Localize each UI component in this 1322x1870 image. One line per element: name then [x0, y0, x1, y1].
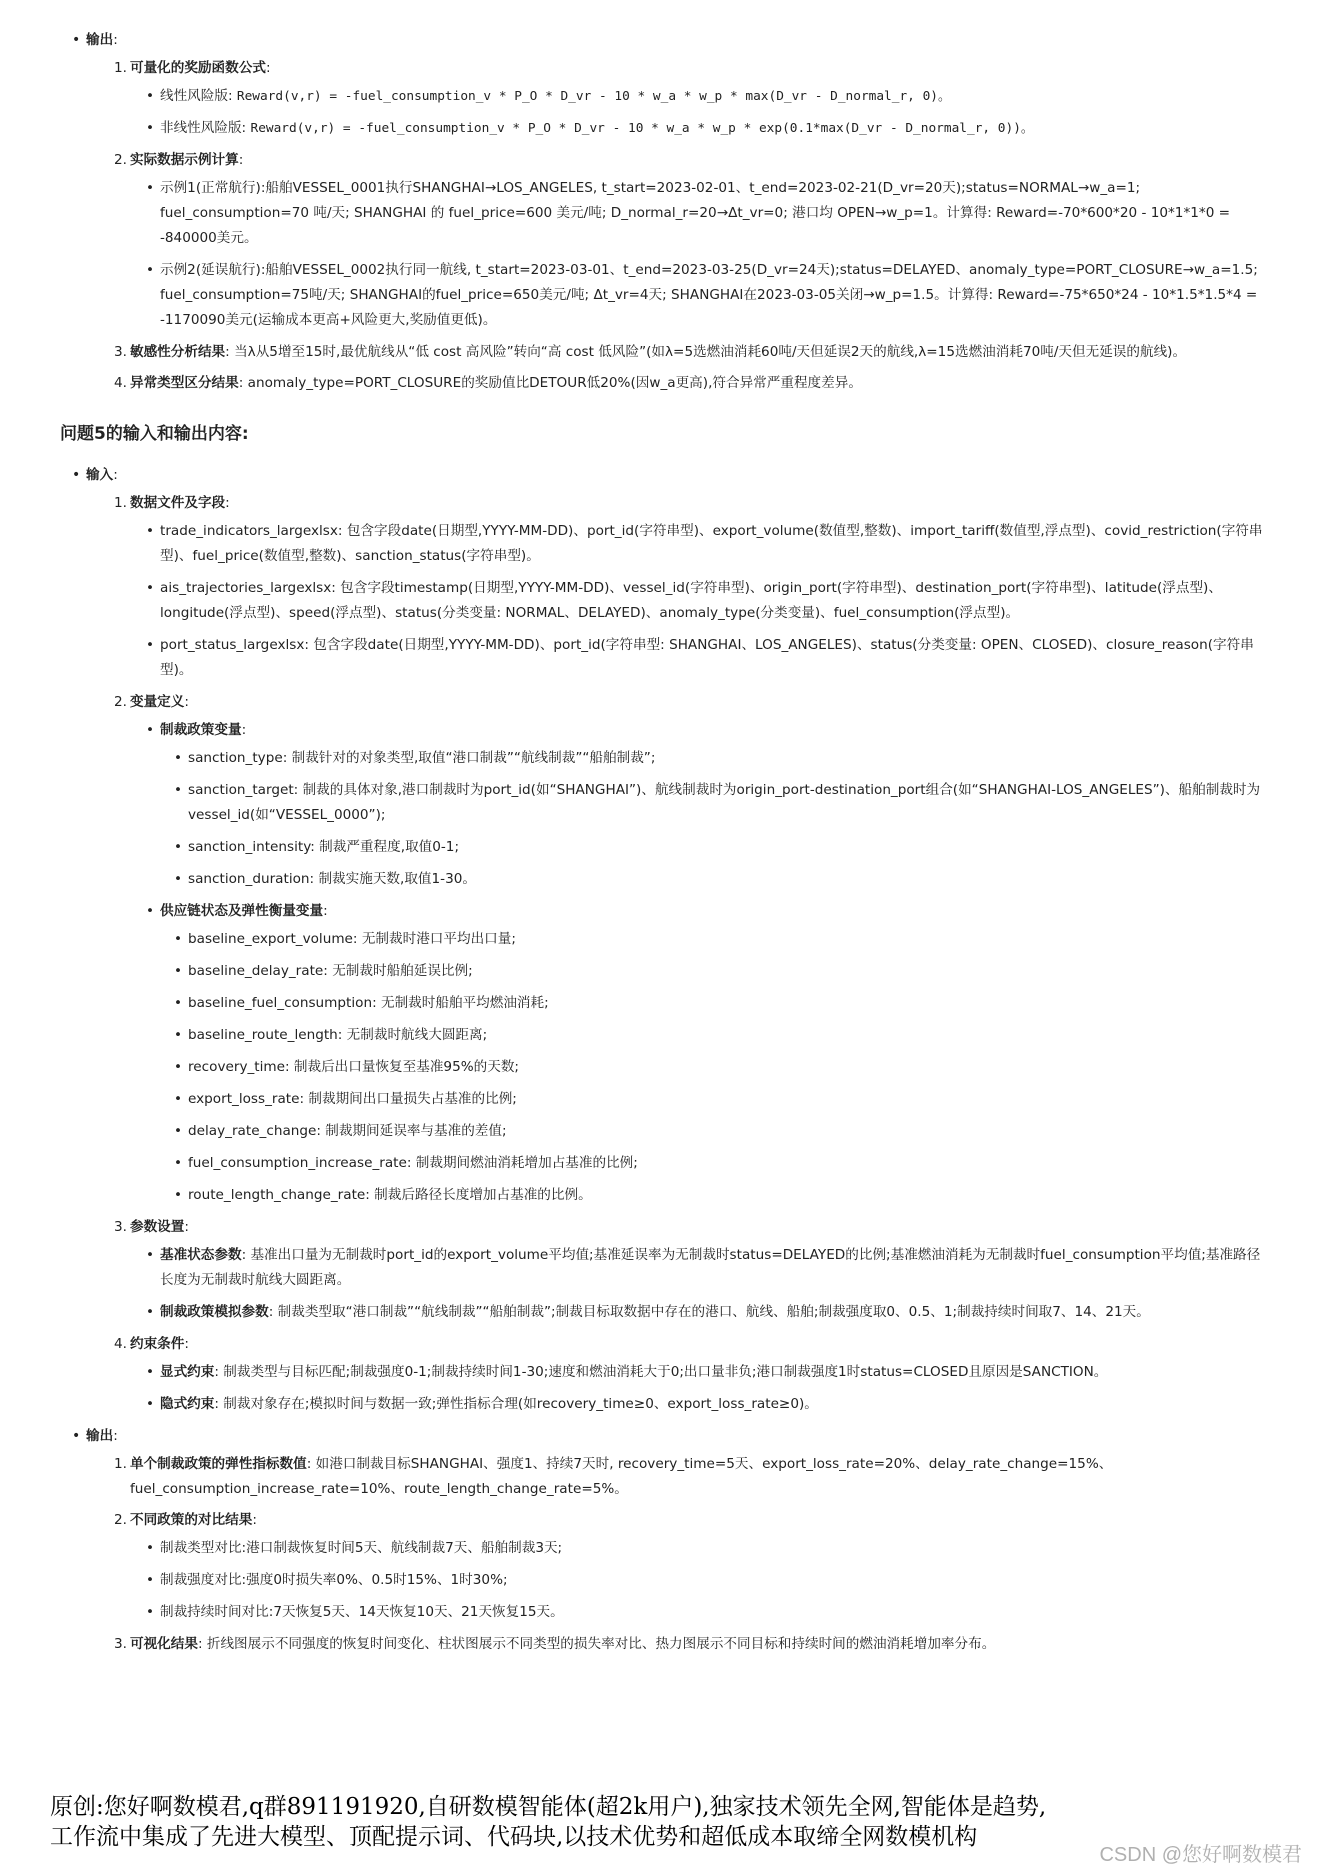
output-bullet-2: • 输出: 1. 单个制裁政策的弹性指标数值: 如港口制裁目标SHANGHAI、强度1、持续7天时, recovery_time=5天、export_loss_rate=20%、delay_rate_change=15%、fuel_consumption_increase_rate=10%、route_length_change_rate=5%。 2. 不同政策的对比结果: • 制裁类型对比:港口制裁恢复时间5天、航线制裁7天、船舶制裁3天; • 制裁强度对比:强度0时损失率0%、0.5时15%、1时30%; • 制裁持续时间对比:7天恢复5天、14天恢复10天、21天恢复15天。 3. 可视化结果: 折线图展示不同强度的恢复时间变化、柱状图展示不同类型的损失率对比、热力图展示不同目标和持续时间的燃油消耗增加率分布。	[58, 1424, 1268, 1657]
var-item: • sanction_type: 制裁针对的对象类型,取值“港口制裁”“航线制裁”“船舶制裁”;	[172, 746, 1268, 771]
item-data-files: 1. 数据文件及字段: • trade_indicators_largexlsx: 包含字段date(日期型,YYYY-MM-DD)、port_id(字符串型)、export_volume(数值型,整数)、import_tariff(数值型,浮点型)、covid_restriction(字符串型)、fuel_price(数值型,整数)、sanction_status(字符串型)。 • ais_trajectories_largexlsx: 包含字段timestamp(日期型,YYYY-MM-DD)、vessel_id(字符串型)、origin_port(字符串型)、destination_port(字符串型)、latitude(浮点型)、longitude(浮点型)、speed(浮点型)、status(分类变量: NORMAL、DELAYED)、anomaly_type(分类变量)、fuel_consumption(浮点型)。 • port_status_largexlsx: 包含字段date(日期型,YYYY-MM-DD)、port_id(字符串型: SHANGHAI、LOS_ANGELES)、status(分类变量: OPEN、CLOSED)、closure_reason(字符串型)。	[114, 491, 1268, 683]
group-sanction-vars: • 制裁政策变量: • sanction_type: 制裁针对的对象类型,取值“港口制裁”“航线制裁”“船舶制裁”; • sanction_target: 制裁的具体对象,港口制裁时为port_id(如“SHANGHAI”)、航线制裁时为origin_port-destination_port组合(如“SHANGHAI-LOS_ANGELES”)、船舶制裁时为vessel_id(如“VESSEL_0000”); • sanction_intensity: 制裁严重程度,取值0-1; • sanction_duration: 制裁实施天数,取值1-30。	[144, 718, 1268, 892]
formula-nonlinear: • 非线性风险版: Reward(v,r) = -fuel_consumption_v * P_O * D_vr - 10 * w_a * w_p * exp(0.1*max(D_vr - D_normal_r, 0))。	[144, 116, 1268, 141]
item-params: 3. 参数设置: • 基准状态参数: 基准出口量为无制裁时port_id的export_volume平均值;基准延误率为无制裁时status=DELAYED的比例;基准燃油消耗为无制裁时fuel_consumption平均值;基准路径长度为无制裁时航线大圆距离。 • 制裁政策模拟参数: 制裁类型取“港口制裁”“航线制裁”“船舶制裁”;制裁目标取数据中存在的港口、航线、船舶;制裁强度取0、0.5、1;制裁持续时间取7、14、21天。	[114, 1215, 1268, 1325]
example-2: • 示例2(延误航行):船舶VESSEL_0002执行同一航线, t_start=2023-03-01、t_end=2023-03-25(D_vr=24天);status=DELAYED、anomaly_type=PORT_CLOSURE→w_a=1.5; fuel_consumption=75吨/天; SHANGHAI的fuel_price=650美元/吨; Δt_vr=4天; SHANGHAI在2023-03-05关闭→w_p=1.5。计算得: Reward=-75*650*24 - 10*1.5*1.5*4 = -1170090美元(运输成本更高+风险更大,奖励值更低)。	[144, 258, 1268, 333]
var-item: • recovery_time: 制裁后出口量恢复至基准95%的天数;	[172, 1055, 1268, 1080]
file-trade: • trade_indicators_largexlsx: 包含字段date(日期型,YYYY-MM-DD)、port_id(字符串型)、export_volume(数值型,整数)、import_tariff(数值型,浮点型)、covid_restriction(字符串型)、fuel_price(数值型,整数)、sanction_status(字符串型)。	[144, 519, 1268, 569]
file-ais: • ais_trajectories_largexlsx: 包含字段timestamp(日期型,YYYY-MM-DD)、vessel_id(字符串型)、origin_port(字符串型)、destination_port(字符串型)、latitude(浮点型)、longitude(浮点型)、speed(浮点型)、status(分类变量: NORMAL、DELAYED)、anomaly_type(分类变量)、fuel_consumption(浮点型)。	[144, 576, 1268, 626]
compare-item: • 制裁持续时间对比:7天恢复5天、14天恢复10天、21天恢复15天。	[144, 1600, 1268, 1625]
output-label: 输出	[86, 32, 114, 48]
param-baseline: • 基准状态参数: 基准出口量为无制裁时port_id的export_volume平均值;基准延误率为无制裁时status=DELAYED的比例;基准燃油消耗为无制裁时fuel_consumption平均值;基准路径长度为无制裁时航线大圆距离。	[144, 1243, 1268, 1293]
input-label: 输入	[86, 467, 114, 483]
input-bullet: • 输入: 1. 数据文件及字段: • trade_indicators_largexlsx: 包含字段date(日期型,YYYY-MM-DD)、port_id(字符串型)、export_volume(数值型,整数)、import_tariff(数值型,浮点型)、covid_restriction(字符串型)、fuel_price(数值型,整数)、sanction_status(字符串型)。 • ais_trajectories_largexlsx: 包含字段timestamp(日期型,YYYY-MM-DD)、vessel_id(字符串型)、origin_port(字符串型)、destination_port(字符串型)、latitude(浮点型)、longitude(浮点型)、speed(浮点型)、status(分类变量: NORMAL、DELAYED)、anomaly_type(分类变量)、fuel_consumption(浮点型)。 • port_status_largexlsx: 包含字段date(日期型,YYYY-MM-DD)、port_id(字符串型: SHANGHAI、LOS_ANGELES)、status(分类变量: OPEN、CLOSED)、closure_reason(字符串型)。 2. 变量定义: • 制裁政策变量: • sanction_type: 制裁针对的对象类型,取值“港口制裁”“航线制裁”“船舶制裁”; • sanction_target: 制裁的具体对象,港口制裁时为port_id(如“SHANGHAI”)、航线制裁时为origin_port-destination_port组合(如“SHANGHAI-LOS_ANGELES”)、船舶制裁时为vessel_id(如“VESSEL_0000”); • sanction_intensity: 制裁严重程度,取值0-1; • sanction_duration: 制裁实施天数,取值1-30。 • 供应链状态及弹性衡量变量: • baseline_export_volume: 无制裁时港口平均出口量; • baseline_delay_rate: 无制裁时船舶延误比例; • baseline_fuel_consumption: 无制裁时船舶平均燃油消耗; • baseline_route_length: 无制裁时航线大圆距离; • recovery_time: 制裁后出口量恢复至基准95%的天数; • export_loss_rate: 制裁期间出口量损失占基准的比例; • delay_rate_change: 制裁期间延误率与基准的差值; • fuel_consumption_increase_rate: 制裁期间燃油消耗增加占基准的比例; • route_length_change_rate: 制裁后路径长度增加占基准的比例。 3. 参数设置: • 基准状态参数: 基准出口量为无制裁时port_id的export_volume平均值;基准延误率为无制裁时status=DELAYED的比例;基准燃油消耗为无制裁时fuel_consumption平均值;基准路径长度为无制裁时航线大圆距离。 • 制裁政策模拟参数: 制裁类型取“港口制裁”“航线制裁”“船舶制裁”;制裁目标取数据中存在的港口、航线、船舶;制裁强度取0、0.5、1;制裁持续时间取7、14、21天。 4. 约束条件: • 显式约束: 制裁类型与目标匹配;制裁强度0-1;制裁持续时间1-30;速度和燃油消耗大于0;出口量非负;港口制裁强度1时status=CLOSED且原因是SANCTION。 • 隐式约束: 制裁对象存在;模拟时间与数据一致;弹性指标合理(如recovery_time≥0、export_loss_rate≥0)。	[58, 463, 1268, 1417]
input-section	[58, 463, 1268, 1657]
csdn-watermark: CSDN @您好啊数模君	[1099, 1844, 1302, 1866]
item-sensitivity: 3. 敏感性分析结果: 当λ从5增至15时,最优航线从“低 cost 高风险”转向“高 cost 低风险”(如λ=5选燃油消耗60吨/天但延误2天的航线,λ=15选燃油消耗70吨/天但无延误的航线)。	[114, 344, 1187, 360]
var-item: • delay_rate_change: 制裁期间延误率与基准的差值;	[172, 1119, 1268, 1144]
output-label-2: 输出	[86, 1428, 114, 1444]
section-heading: 问题5的输入和输出内容:	[60, 424, 249, 444]
var-item: • sanction_target: 制裁的具体对象,港口制裁时为port_id(如“SHANGHAI”)、航线制裁时为origin_port-destination_port组合(如“SHANGHAI-LOS_ANGELES”)、船舶制裁时为vessel_id(如“VESSEL_0000”);	[172, 778, 1268, 828]
file-port-status: • port_status_largexlsx: 包含字段date(日期型,YYYY-MM-DD)、port_id(字符串型: SHANGHAI、LOS_ANGELES)、status(分类变量: OPEN、CLOSED)、closure_reason(字符串型)。	[144, 633, 1268, 683]
formula-linear: • 线性风险版: Reward(v,r) = -fuel_consumption_v * P_O * D_vr - 10 * w_a * w_p * max(D_vr - D_normal_r, 0)。	[144, 84, 1268, 109]
var-item: • sanction_intensity: 制裁严重程度,取值0-1;	[172, 835, 1268, 860]
item-constraints: 4. 约束条件: • 显式约束: 制裁类型与目标匹配;制裁强度0-1;制裁持续时间1-30;速度和燃油消耗大于0;出口量非负;港口制裁强度1时status=CLOSED且原因是SANCTION。 • 隐式约束: 制裁对象存在;模拟时间与数据一致;弹性指标合理(如recovery_time≥0、export_loss_rate≥0)。	[114, 1332, 1268, 1417]
var-item: • export_loss_rate: 制裁期间出口量损失占基准的比例;	[172, 1087, 1268, 1112]
var-item: • route_length_change_rate: 制裁后路径长度增加占基准的比例。	[172, 1183, 1268, 1208]
item-var-def: 2. 变量定义: • 制裁政策变量: • sanction_type: 制裁针对的对象类型,取值“港口制裁”“航线制裁”“船舶制裁”; • sanction_target: 制裁的具体对象,港口制裁时为port_id(如“SHANGHAI”)、航线制裁时为origin_port-destination_port组合(如“SHANGHAI-LOS_ANGELES”)、船舶制裁时为vessel_id(如“VESSEL_0000”); • sanction_intensity: 制裁严重程度,取值0-1; • sanction_duration: 制裁实施天数,取值1-30。 • 供应链状态及弹性衡量变量: • baseline_export_volume: 无制裁时港口平均出口量; • baseline_delay_rate: 无制裁时船舶延误比例; • baseline_fuel_consumption: 无制裁时船舶平均燃油消耗; • baseline_route_length: 无制裁时航线大圆距离; • recovery_time: 制裁后出口量恢复至基准95%的天数; • export_loss_rate: 制裁期间出口量损失占基准的比例; • delay_rate_change: 制裁期间延误率与基准的差值; • fuel_consumption_increase_rate: 制裁期间燃油消耗增加占基准的比例; • route_length_change_rate: 制裁后路径长度增加占基准的比例。	[114, 690, 1268, 1208]
var-item: • baseline_delay_rate: 无制裁时船舶延误比例;	[172, 959, 1268, 984]
constraint-explicit: • 显式约束: 制裁类型与目标匹配;制裁强度0-1;制裁持续时间1-30;速度和燃油消耗大于0;出口量非负;港口制裁强度1时status=CLOSED且原因是SANCTION。	[144, 1360, 1268, 1385]
footer-line-2: 工作流中集成了先进大模型、顶配提示词、代码块,以技术优势和超低成本取缔全网数模机构	[50, 1824, 978, 1850]
footer-line-1: 原创:您好啊数模君,q群891191920,自研数模智能体(超2k用户),独家技术领先全网,智能体是趋势,	[50, 1794, 1047, 1820]
item-visualization: 3. 可视化结果: 折线图展示不同强度的恢复时间变化、柱状图展示不同类型的损失率对比、热力图展示不同目标和持续时间的燃油消耗增加率分布。	[114, 1636, 996, 1652]
document-content	[58, 28, 1268, 1663]
compare-item: • 制裁强度对比:强度0时损失率0%、0.5时15%、1时30%;	[144, 1568, 1268, 1593]
constraint-implicit: • 隐式约束: 制裁对象存在;模拟时间与数据一致;弹性指标合理(如recovery_time≥0、export_loss_rate≥0)。	[144, 1392, 1268, 1417]
var-item: • baseline_route_length: 无制裁时航线大圆距离;	[172, 1023, 1268, 1048]
output-section-1	[58, 28, 1268, 396]
group-resilience-vars: • 供应链状态及弹性衡量变量: • baseline_export_volume: 无制裁时港口平均出口量; • baseline_delay_rate: 无制裁时船舶延误比例; • baseline_fuel_consumption: 无制裁时船舶平均燃油消耗; • baseline_route_length: 无制裁时航线大圆距离; • recovery_time: 制裁后出口量恢复至基准95%的天数; • export_loss_rate: 制裁期间出口量损失占基准的比例; • delay_rate_change: 制裁期间延误率与基准的差值; • fuel_consumption_increase_rate: 制裁期间燃油消耗增加占基准的比例; • route_length_change_rate: 制裁后路径长度增加占基准的比例。	[144, 899, 1268, 1208]
var-item: • sanction_duration: 制裁实施天数,取值1-30。	[172, 867, 1268, 892]
example-1: • 示例1(正常航行):船舶VESSEL_0001执行SHANGHAI→LOS_ANGELES, t_start=2023-02-01、t_end=2023-02-21(D_vr=20天);status=NORMAL→w_a=1; fuel_consumption=70 吨/天; SHANGHAI 的 fuel_price=600 美元/吨; D_normal_r=20→Δt_vr=0; 港口均 OPEN→w_p=1。计算得: Reward=-70*600*20 - 10*1*1*0 = -840000美元。	[144, 176, 1268, 251]
item-policy-compare: 2. 不同政策的对比结果: • 制裁类型对比:港口制裁恢复时间5天、航线制裁7天、船舶制裁3天; • 制裁强度对比:强度0时损失率0%、0.5时15%、1时30%; • 制裁持续时间对比:7天恢复5天、14天恢复10天、21天恢复15天。	[114, 1508, 1268, 1625]
item-anomaly: 4. 异常类型区分结果: anomaly_type=PORT_CLOSURE的奖励值比DETOUR低20%(因w_a更高),符合异常严重程度差异。	[114, 375, 862, 391]
compare-item: • 制裁类型对比:港口制裁恢复时间5天、航线制裁7天、船舶制裁3天;	[144, 1536, 1268, 1561]
item-example-calc: 2. 实际数据示例计算: • 示例1(正常航行):船舶VESSEL_0001执行SHANGHAI→LOS_ANGELES, t_start=2023-02-01、t_end=2023-02-21(D_vr=20天);status=NORMAL→w_a=1; fuel_consumption=70 吨/天; SHANGHAI 的 fuel_price=600 美元/吨; D_normal_r=20→Δt_vr=0; 港口均 OPEN→w_p=1。计算得: Reward=-70*600*20 - 10*1*1*0 = -840000美元。 • 示例2(延误航行):船舶VESSEL_0002执行同一航线, t_start=2023-03-01、t_end=2023-03-25(D_vr=24天);status=DELAYED、anomaly_type=PORT_CLOSURE→w_a=1.5; fuel_consumption=75吨/天; SHANGHAI的fuel_price=650美元/吨; Δt_vr=4天; SHANGHAI在2023-03-05关闭→w_p=1.5。计算得: Reward=-75*650*24 - 10*1.5*1.5*4 = -1170090美元(运输成本更高+风险更大,奖励值更低)。	[114, 148, 1268, 333]
var-item: • baseline_fuel_consumption: 无制裁时船舶平均燃油消耗;	[172, 991, 1268, 1016]
var-item: • baseline_export_volume: 无制裁时港口平均出口量;	[172, 927, 1268, 952]
output-bullet: • 输出: 1. 可量化的奖励函数公式: • 线性风险版: Reward(v,r) = -fuel_consumption_v * P_O * D_vr - 10 * w_a * w_p * max(D_vr - D_normal_r, 0)。 • 非线性风险版: Reward(v,r) = -fuel_consumption_v * P_O * D_vr - 10 * w_a * w_p * exp(0.1*max(D_vr - D_normal_r, 0))。 2. 实际数据示例计算: • 示例1(正常航行):船舶VESSEL_0001执行SHANGHAI→LOS_ANGELES, t_start=2023-02-01、t_end=2023-02-21(D_vr=20天);status=NORMAL→w_a=1; fuel_consumption=70 吨/天; SHANGHAI 的 fuel_price=600 美元/吨; D_normal_r=20→Δt_vr=0; 港口均 OPEN→w_p=1。计算得: Reward=-70*600*20 - 10*1*1*0 = -840000美元。 • 示例2(延误航行):船舶VESSEL_0002执行同一航线, t_start=2023-03-01、t_end=2023-03-25(D_vr=24天);status=DELAYED、anomaly_type=PORT_CLOSURE→w_a=1.5; fuel_consumption=75吨/天; SHANGHAI的fuel_price=650美元/吨; Δt_vr=4天; SHANGHAI在2023-03-05关闭→w_p=1.5。计算得: Reward=-75*650*24 - 10*1.5*1.5*4 = -1170090美元(运输成本更高+风险更大,奖励值更低)。 3. 敏感性分析结果: 当λ从5增至15时,最优航线从“低 cost 高风险”转向“高 cost 低风险”(如λ=5选燃油消耗60吨/天但延误2天的航线,λ=15选燃油消耗70吨/天但无延误的航线)。 4. 异常类型区分结果: anomaly_type=PORT_CLOSURE的奖励值比DETOUR低20%(因w_a更高),符合异常严重程度差异。	[58, 28, 1268, 396]
param-sim: • 制裁政策模拟参数: 制裁类型取“港口制裁”“航线制裁”“船舶制裁”;制裁目标取数据中存在的港口、航线、船舶;制裁强度取0、0.5、1;制裁持续时间取7、14、21天。	[144, 1300, 1268, 1325]
item-single-policy: 1. 单个制裁政策的弹性指标数值: 如港口制裁目标SHANGHAI、强度1、持续7天时, recovery_time=5天、export_loss_rate=20%、delay_rate_change=15%、fuel_consumption_increase_rate=10%、route_length_change_rate=5%。	[114, 1456, 1113, 1497]
item-reward-formula: 1. 可量化的奖励函数公式: • 线性风险版: Reward(v,r) = -fuel_consumption_v * P_O * D_vr - 10 * w_a * w_p * max(D_vr - D_normal_r, 0)。 • 非线性风险版: Reward(v,r) = -fuel_consumption_v * P_O * D_vr - 10 * w_a * w_p * exp(0.1*max(D_vr - D_normal_r, 0))。	[114, 56, 1268, 141]
var-item: • fuel_consumption_increase_rate: 制裁期间燃油消耗增加占基准的比例;	[172, 1151, 1268, 1176]
